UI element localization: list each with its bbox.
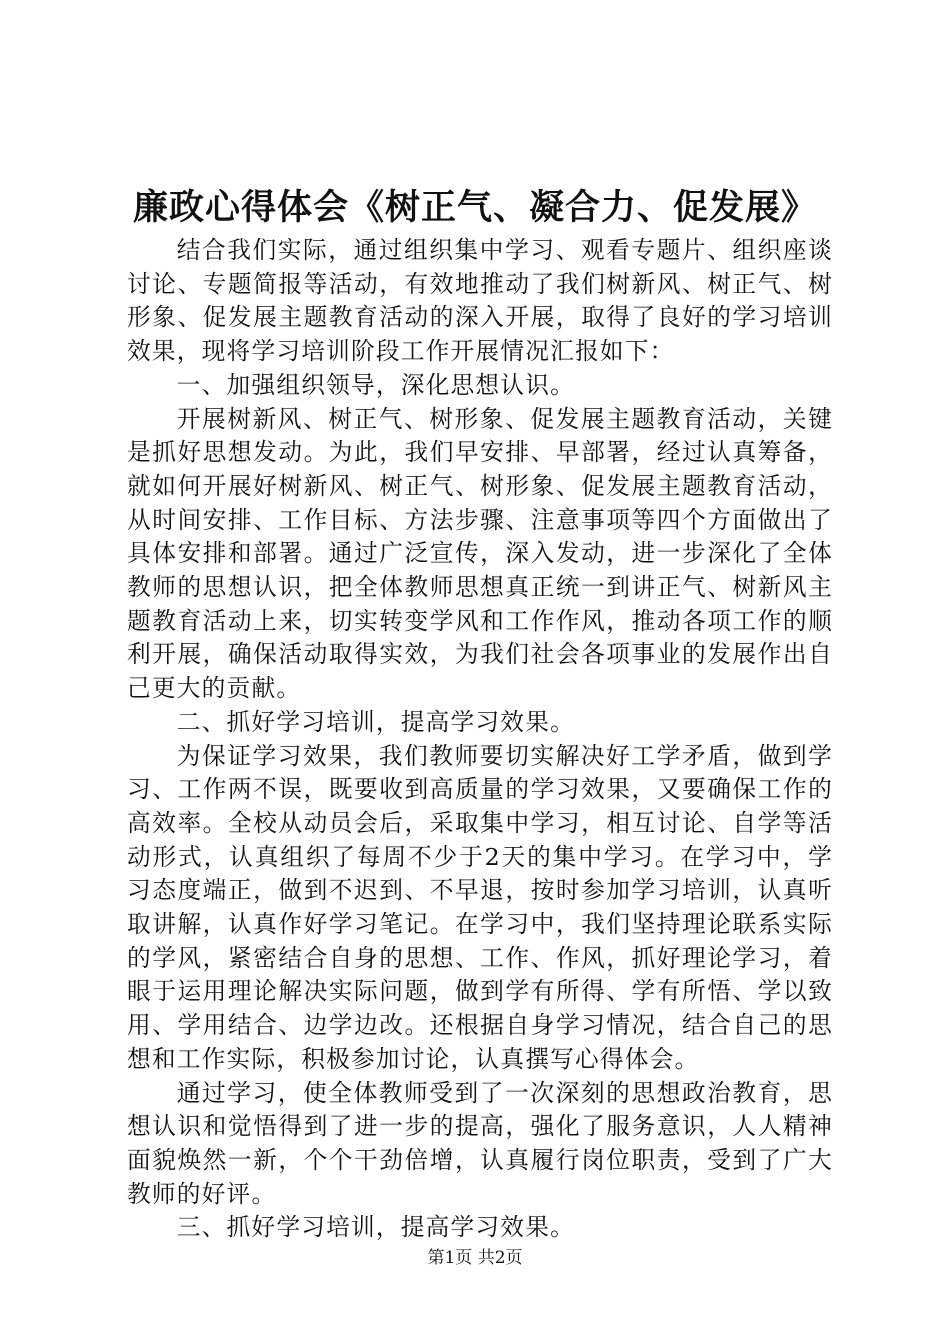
paragraph-section-1: 开展树新风、树正气、树形象、促发展主题教育活动，关键是抓好思想发动。为此，我们早安排、早部署，经过认真筹备，就如何开展好树新风、树正气、树形象、促发展主题教育活动，从时间安排、工作目标、方法步骤、注意事项等四个方面做出了具体安排和部署。通过广泛宣传，深入发动，进一步深化了全体教师的思想认识，把全体教师思想真正统一到讲正气、树新风主题教育活动上来，切实转变学风和工作作风，推动各项工作的顺利开展，确保活动取得实效，为我们社会各项事业的发展作出自己更大的贡献。 xyxy=(127,404,833,703)
page-footer: 第1页 共2页 xyxy=(427,1248,523,1268)
section-heading-2: 二、抓好学习培训，提高学习效果。 xyxy=(176,707,575,736)
paragraph-intro: 结合我们实际，通过组织集中学习、观看专题片、组织座谈讨论、专题简报等活动，有效地推动了我们树新风、树正气、树形象、促发展主题教育活动的深入开展，取得了良好的学习培训效果，现将学习培训阶段工作开展情况汇报如下： xyxy=(127,236,833,366)
paragraph-section-2a: 为保证学习效果，我们教师要切实解决好工学矛盾，做到学习、工作两不误，既要收到高质量的学习效果，又要确保工作的高效率。全校从动员会后，采取集中学习，相互讨论、自学等活动形式，认真组织了每周不少于2天的集中学习。在学习中，学习态度端正，做到不迟到、不早退，按时参加学习培训，认真听取讲解，认真作好学习笔记。在学习中，我们坚持理论联系实际的学风，紧密结合自身的思想、工作、作风，抓好理论学习，着眼于运用理论解决实际问题，做到学有所得、学有所悟、学以致用、学用结合、边学边改。还根据自身学习情况，结合自己的思想和工作实际，积极参加讨论，认真撰写心得体会。 xyxy=(127,741,833,1073)
document-body xyxy=(127,234,833,1245)
paragraph-section-2b: 通过学习，使全体教师受到了一次深刻的思想政治教育，思想认识和觉悟得到了进一步的提高，强化了服务意识，人人精神面貌焕然一新，个个干劲倍增，认真履行岗位职责，受到了广大教师的好评。 xyxy=(127,1078,833,1208)
section-heading-3: 三、抓好学习培训，提高学习效果。 xyxy=(176,1213,575,1242)
document-title: 廉政心得体会《树正气、凝合力、促发展》 xyxy=(132,187,817,228)
section-heading-1: 一、加强组织领导，深化思想认识。 xyxy=(176,370,575,399)
